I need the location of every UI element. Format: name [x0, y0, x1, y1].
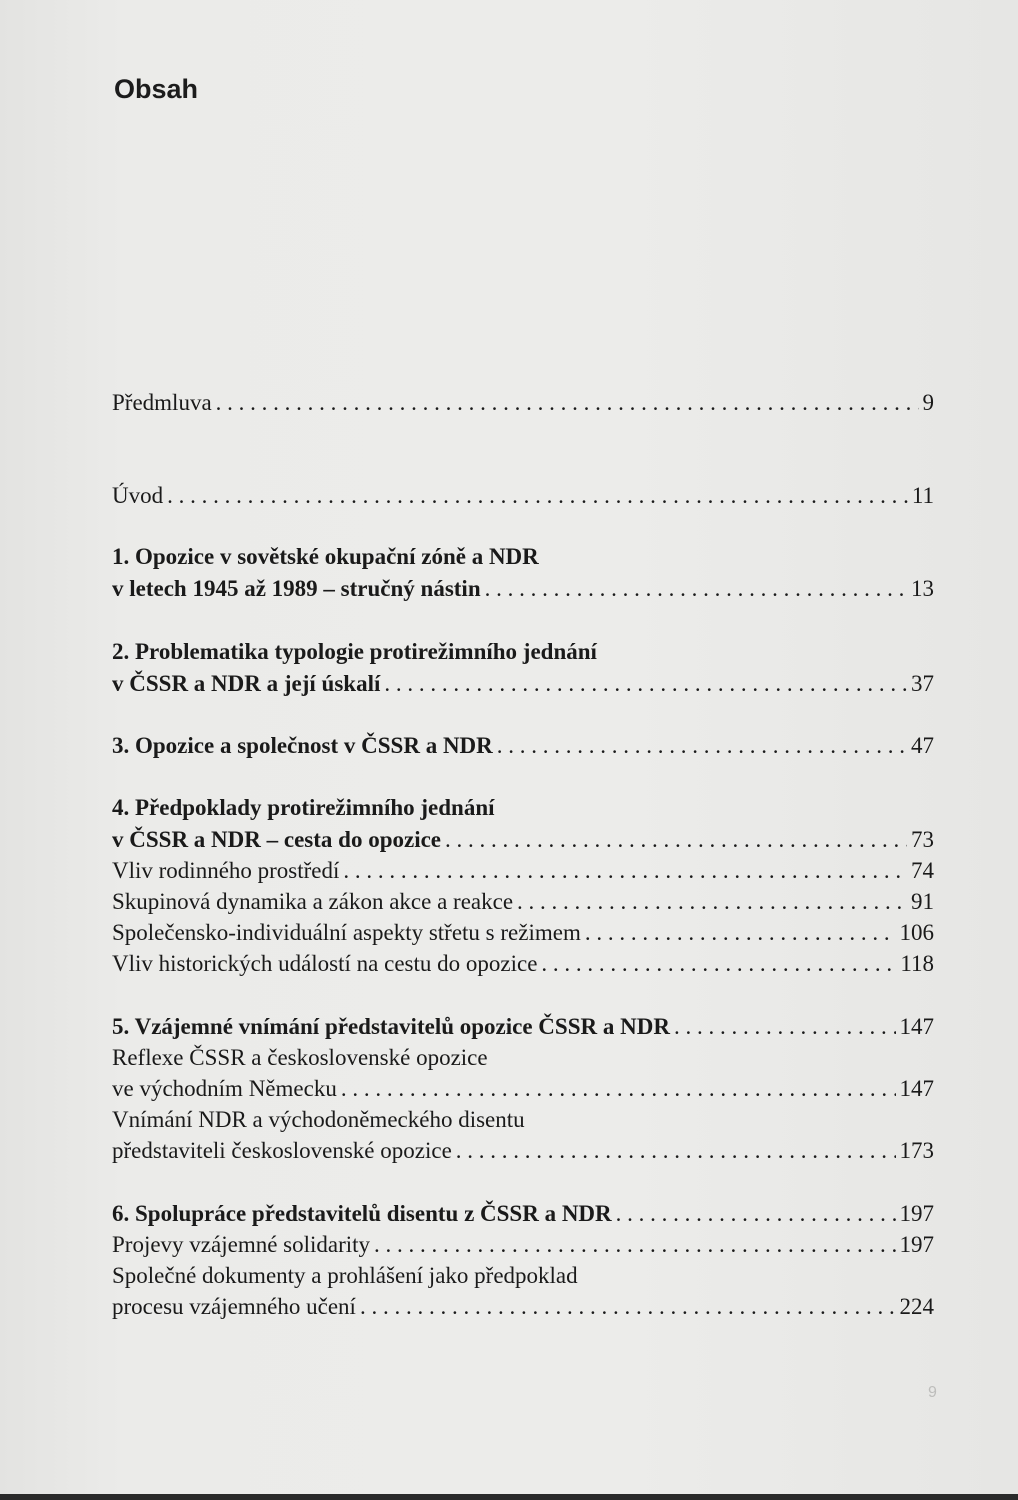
toc-entry: [112, 918, 934, 948]
toc-entry-title: představiteli československé opozice: [112, 1138, 452, 1163]
toc-entry: [112, 637, 934, 667]
toc-entry: [112, 1043, 934, 1073]
toc-entry: [112, 1261, 934, 1291]
toc-entry: [112, 1105, 934, 1135]
toc-entry-title: 1. Opozice v sovětské okupační zóně a NDR: [112, 544, 539, 569]
toc-entry: [112, 388, 934, 418]
toc-entry-title: 6. Spolupráce představitelů disentu z ČSSR a NDR: [112, 1201, 612, 1226]
toc-leader-dots: [585, 918, 896, 948]
toc-entry-title: Skupinová dynamika a zákon akce a reakce: [112, 889, 514, 914]
toc-entry-title: 3. Opozice a společnost v ČSSR a NDR: [112, 733, 493, 758]
toc-entry-title: 4. Předpoklady protirežimního jednání: [112, 795, 495, 820]
toc-entry-title: Reflexe ČSSR a československé opozice: [112, 1045, 488, 1070]
toc-leader-dots: [384, 669, 907, 699]
toc-entry-page: 106: [899, 920, 934, 945]
toc-entry-page: 197: [899, 1232, 934, 1257]
toc-entry: [112, 825, 934, 855]
toc-entry-page: 147: [899, 1076, 934, 1101]
toc-entry: [112, 1136, 934, 1166]
toc-entry: [112, 542, 934, 572]
toc-entry: [112, 1012, 934, 1042]
toc-entry-page: 47: [911, 733, 934, 758]
toc-entry-page: 13: [911, 576, 934, 601]
toc-leader-dots: [167, 481, 908, 511]
toc-entry-title: procesu vzájemného učení: [112, 1294, 356, 1319]
toc-leader-dots: [456, 1136, 896, 1166]
toc-leader-dots: [360, 1292, 896, 1322]
toc-entry-title: v ČSSR a NDR a její úskalí: [112, 671, 381, 696]
toc-leader-dots: [445, 825, 907, 855]
toc-entry: [112, 887, 934, 917]
toc-entry-title: Úvod: [112, 483, 164, 508]
page-number: 9: [928, 1384, 937, 1401]
toc-entry-title: v ČSSR a NDR – cesta do opozice: [112, 827, 442, 852]
toc-entry-title: ve východním Německu: [112, 1076, 337, 1101]
toc-entry: [112, 1292, 934, 1322]
toc-entry-page: 37: [911, 671, 934, 696]
toc-entry-title: Společensko-individuální aspekty střetu s režimem: [112, 920, 581, 945]
toc-entry-title: v letech 1945 až 1989 – stručný nástin: [112, 576, 481, 601]
page-bottom-edge: [0, 1494, 1018, 1500]
toc-leader-dots: [341, 1074, 896, 1104]
toc-entry-title: Vliv historických událostí na cestu do opozice: [112, 951, 538, 976]
toc-entry-page: 73: [911, 827, 934, 852]
toc-heading: Obsah: [114, 74, 199, 104]
toc-leader-dots: [485, 574, 907, 604]
toc-entry-page: 147: [899, 1014, 934, 1039]
toc-entry-page: 173: [899, 1138, 934, 1163]
toc-entry: [112, 481, 934, 511]
toc-entry-page: 9: [922, 390, 934, 415]
toc-entry-title: Vnímání NDR a východoněmeckého disentu: [112, 1107, 525, 1132]
toc-leader-dots: [517, 887, 907, 917]
toc-leader-dots: [674, 1012, 896, 1042]
toc-leader-dots: [541, 949, 896, 979]
toc-entry: [112, 1074, 934, 1104]
toc-leader-dots: [374, 1230, 895, 1260]
toc-leader-dots: [616, 1199, 896, 1229]
toc-entry: [112, 574, 934, 604]
toc-entry-title: Projevy vzájemné solidarity: [112, 1232, 371, 1257]
toc-entry: [112, 1230, 934, 1260]
toc-entry-title: 5. Vzájemné vnímání představitelů opozice ČSSR a NDR: [112, 1014, 670, 1039]
toc-entry: [112, 731, 934, 761]
toc-entry: [112, 793, 934, 823]
toc-entry-page: 91: [911, 889, 934, 914]
toc-entry-title: Vliv rodinného prostředí: [112, 858, 340, 883]
toc-leader-dots: [216, 388, 919, 418]
toc-entry-title: 2. Problematika typologie protirežimního jednání: [112, 639, 597, 664]
toc-entry: [112, 856, 934, 886]
toc-leader-dots: [343, 856, 907, 886]
toc-leader-dots: [497, 731, 907, 761]
toc-entry-page: 224: [899, 1294, 934, 1319]
toc-entry-page: 11: [911, 483, 934, 508]
toc-entry-page: 197: [899, 1201, 934, 1226]
toc-entry-page: 118: [900, 951, 934, 976]
toc-entry: [112, 669, 934, 699]
toc-entry-page: 74: [911, 858, 934, 883]
toc-entry-title: Předmluva: [112, 390, 212, 415]
toc-entry-title: Společné dokumenty a prohlášení jako předpoklad: [112, 1263, 578, 1288]
toc-entry: [112, 949, 934, 979]
toc-entry: [112, 1199, 934, 1229]
